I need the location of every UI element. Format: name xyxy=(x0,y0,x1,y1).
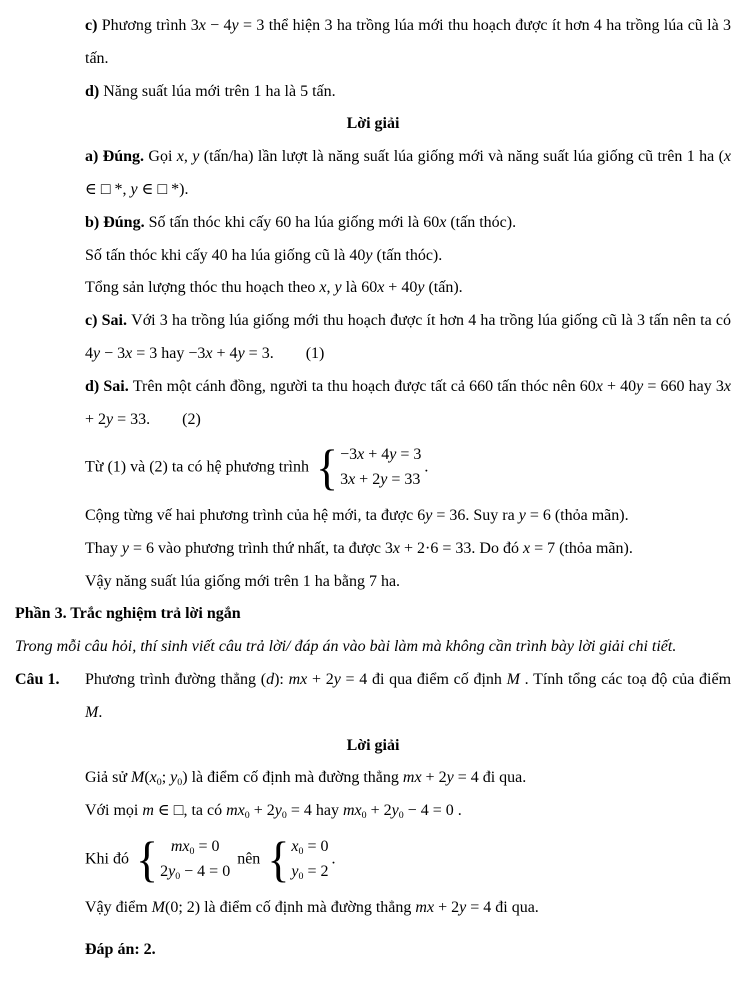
text-segment: (tấn thóc). xyxy=(446,213,517,231)
equation-row: $y_0 = 2$ xyxy=(291,862,329,882)
solution-conclusion xyxy=(85,566,731,599)
text-segment: hay xyxy=(157,344,189,362)
text-segment: Khi đó xyxy=(85,850,133,868)
system-from-1-and-2 xyxy=(85,440,731,496)
text-segment: Năng suất lúa mới trên 1 ha là 5 tấn. xyxy=(103,82,336,100)
text-segment: M(0; 2) xyxy=(151,898,201,916)
text-segment: Phần 3. Trắc nghiệm trả lời ngắn xyxy=(15,605,241,623)
solution-b-line1 xyxy=(85,207,731,240)
text-segment: c) Sai. xyxy=(85,312,132,330)
text-segment: . xyxy=(331,850,336,868)
text-segment: y = 6 xyxy=(121,539,155,557)
text-segment: (x ∈ □ *, y ∈ □ *) xyxy=(85,148,731,198)
equation-row: $x_0 = 0$ xyxy=(291,837,329,857)
text-segment: $mx_0 + 2y_0 - 4 = 0$ xyxy=(342,802,454,822)
solution-c xyxy=(85,305,731,371)
text-segment: 60x + 40y = 660 xyxy=(579,377,685,395)
text-segment: d) Sai. xyxy=(85,377,133,395)
text-segment: Giả sử xyxy=(85,769,131,787)
text-segment: Tổng sản lượng thóc thu hoạch theo xyxy=(85,279,320,297)
equation-row: $mx_0 = 0$ xyxy=(170,837,220,857)
statement-c xyxy=(85,10,731,76)
equation-system xyxy=(267,831,329,887)
text-segment: (tấn thóc). xyxy=(372,246,443,264)
text-segment: đi qua. xyxy=(491,898,539,916)
text-segment: mx + 2y = 4 xyxy=(402,769,479,787)
text-segment: Từ (1) và (2) ta có hệ phương trình xyxy=(85,458,313,476)
q1-answer xyxy=(85,934,731,967)
equation-row: $2y_0 - 4 = 0$ xyxy=(160,862,231,882)
text-segment: x, y xyxy=(176,148,200,166)
question-1 xyxy=(15,664,732,730)
text-segment: . xyxy=(453,802,462,820)
text-segment: Vậy năng suất lúa giống mới trên 1 ha bằng 7 ha. xyxy=(85,572,401,590)
text-segment: 3x − 4y = 3 xyxy=(190,17,265,34)
text-segment: (thỏa mãn). xyxy=(555,539,633,557)
equation-row: −3x + 4y = 3 xyxy=(340,446,422,464)
q1-step-assume xyxy=(85,762,731,795)
text-segment: Thay xyxy=(85,539,122,557)
text-segment: b) Đúng. xyxy=(85,213,149,231)
left-brace-glyph: { xyxy=(136,831,159,887)
text-segment: (d): mx + 2y = 4 xyxy=(260,670,368,688)
part3-heading xyxy=(15,598,731,631)
text-segment: x = 7 xyxy=(522,539,556,557)
text-segment: thể hiện 3 ha trồng lúa mới thu hoạch được ít hơn 4 ha trồng lúa cũ là 3 tấn. xyxy=(85,17,732,67)
statement-d xyxy=(85,76,731,109)
text-segment: Trong mỗi câu hỏi, thí sinh viết câu trả lời/ đáp án vào bài làm mà không cần trình bày lời giải chi tiết. xyxy=(15,638,677,656)
solution-b-line3 xyxy=(85,272,731,305)
text-segment: Gọi xyxy=(148,148,177,166)
text-segment: là điểm cố định mà đường thẳng xyxy=(200,898,416,916)
q1-step-forall xyxy=(85,795,731,828)
text-segment: Lời giải xyxy=(346,115,400,133)
left-brace-glyph: { xyxy=(315,440,339,496)
text-segment: 6y = 36. xyxy=(417,506,470,524)
part3-instruction-note xyxy=(15,631,731,664)
text-segment: Số tấn thóc khi cấy 40 ha lúa giống cũ là xyxy=(85,246,350,264)
text-segment: Lời giải xyxy=(346,736,400,754)
solution-b-line2 xyxy=(85,240,731,273)
text-segment: $M(x_0$; $y_0$) xyxy=(131,769,188,789)
q1-conclusion xyxy=(85,892,731,925)
text-segment: Phương trình xyxy=(101,17,191,34)
text-segment: (tấn). xyxy=(424,279,463,297)
text-segment: . xyxy=(98,703,103,721)
text-segment: vào phương trình thứ nhất, ta được xyxy=(154,539,385,557)
text-segment: $mx_0 + 2y_0 = 4$ xyxy=(226,802,312,822)
text-segment: hay xyxy=(684,377,716,395)
text-segment: mx + 2y = 4 xyxy=(415,898,492,916)
q1-step-systems xyxy=(85,831,731,887)
text-segment: Với 3 ha trồng lúa giống mới thu hoạch được ít hơn 4 ha trồng lúa giống cũ là 3 tấn nên ta có xyxy=(131,312,731,330)
text-segment: . (1) xyxy=(269,344,325,362)
solution-heading-2 xyxy=(15,730,731,763)
solution-heading-1 xyxy=(15,108,731,141)
text-segment: 4y − 3x = 3 xyxy=(85,344,158,362)
left-brace-glyph: { xyxy=(267,831,290,887)
text-segment: 3x + 2y = 33 xyxy=(85,377,731,428)
text-segment: Phương trình đường thẳng xyxy=(85,670,261,688)
text-segment: (thỏa mãn). xyxy=(550,506,629,524)
solution-a xyxy=(85,141,731,207)
solution-add-equations xyxy=(85,500,731,533)
solution-d xyxy=(85,371,731,437)
text-segment: y = 6 xyxy=(518,506,551,524)
text-segment: m ∈ □ xyxy=(142,802,184,820)
text-segment: M xyxy=(85,703,99,721)
equation-row: 3x + 2y = 33 xyxy=(340,471,421,489)
text-segment: a) Đúng. xyxy=(85,148,149,166)
text-segment: . Tính tổng các toạ độ của điểm xyxy=(519,670,732,688)
text-segment: là điểm cố định mà đường thẳng xyxy=(187,769,403,787)
text-segment: 40y xyxy=(349,246,373,264)
text-segment: Do đó xyxy=(475,539,523,557)
text-segment: hay xyxy=(311,802,343,820)
solution-substitute xyxy=(85,533,731,566)
text-segment: . (2) xyxy=(146,410,201,428)
text-segment: . xyxy=(184,180,189,198)
text-segment: Vậy điểm xyxy=(85,898,152,916)
text-segment: M xyxy=(506,670,520,688)
text-segment: 60x xyxy=(423,213,447,231)
text-segment: (tấn/ha) lần lượt là năng suất lúa giống mới và năng suất lúa giống cũ trên 1 ha xyxy=(199,148,719,166)
text-segment: c) xyxy=(85,17,102,34)
text-segment: nên xyxy=(233,850,265,868)
text-segment: Trên một cánh đồng, người ta thu hoạch được tất cả 660 tấn thóc nên xyxy=(132,377,580,395)
text-segment: d) xyxy=(85,82,104,100)
text-segment: là xyxy=(341,279,362,297)
text-segment: Số tấn thóc khi cấy 60 ha lúa giống mới là xyxy=(148,213,424,231)
text-segment: Đáp án: 2. xyxy=(85,941,156,959)
equation-system xyxy=(315,440,422,496)
text-segment: 60x + 40y xyxy=(361,279,425,297)
text-segment: đi qua. xyxy=(478,769,527,787)
equation-system xyxy=(136,831,231,887)
text-segment: Cộng từng vế hai phương trình của hệ mới, ta được xyxy=(85,506,418,524)
text-segment: Với mọi xyxy=(85,802,143,820)
text-segment: −3x + 4y = 3 xyxy=(188,344,270,362)
text-segment: đi qua điểm cố định xyxy=(367,670,507,688)
question-label: Câu 1. xyxy=(15,670,60,688)
text-segment: , ta có xyxy=(183,802,227,820)
text-segment: x, y xyxy=(319,279,342,297)
text-segment: Suy ra xyxy=(469,506,519,524)
text-segment: 3x + 2·6 = 33. xyxy=(384,539,476,557)
text-segment: . xyxy=(424,458,429,476)
